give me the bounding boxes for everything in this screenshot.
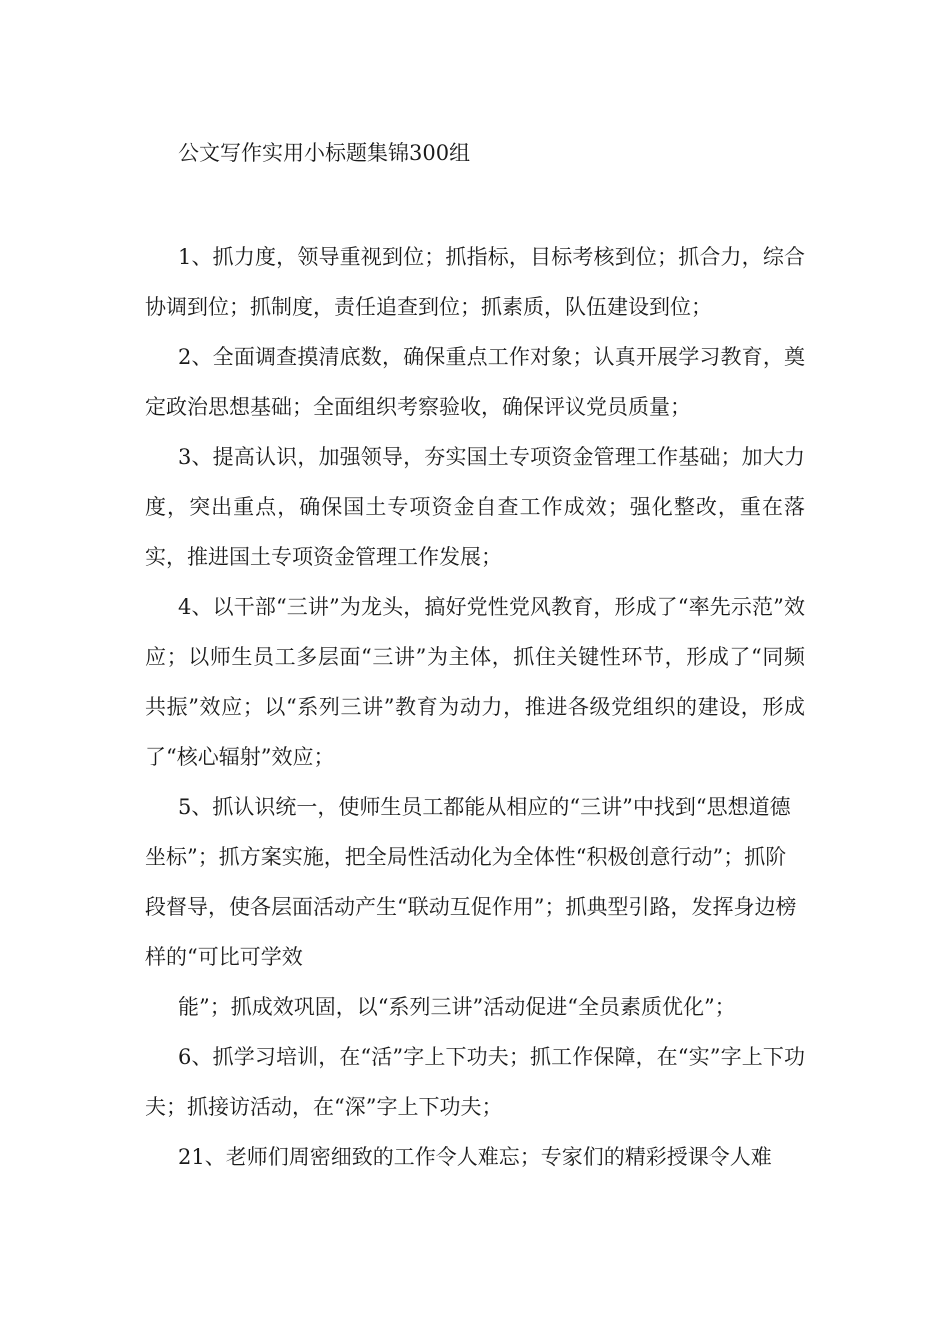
paragraph-6: 6、抓学习培训，在“活”字上下功夫；抓工作保障，在“实”字上下功夫；抓接访活动，在“深”字上下功夫； — [145, 1045, 805, 1119]
document-body — [145, 232, 805, 1182]
paragraph-21: 21、老师们周密细致的工作令人难忘；专家们的精彩授课令人难 — [178, 1145, 772, 1169]
paragraph-4: 4、以干部“三讲”为龙头，搞好党性党风教育，形成了“率先示范”效应；以师生员工多层面“三讲”为主体，抓住关键性环节，形成了“同频共振”效应；以“系列三讲”教育为动力，推进各级党组织的建设，形成了“核心辐射”效应； — [145, 595, 805, 769]
paragraph-3: 3、提高认识，加强领导，夯实国土专项资金管理工作基础；加大力度，突出重点，确保国土专项资金自查工作成效；强化整改，重在落实，推进国土专项资金管理工作发展； — [145, 445, 805, 569]
paragraph-2: 2、全面调查摸清底数，确保重点工作对象；认真开展学习教育，奠定政治思想基础；全面组织考察验收，确保评议党员质量； — [145, 345, 805, 419]
paragraph-1: 1、抓力度，领导重视到位；抓指标，目标考核到位；抓合力，综合协调到位；抓制度，责任追查到位；抓素质，队伍建设到位； — [145, 245, 805, 319]
paragraph-5-continued: 能”；抓成效巩固，以“系列三讲”活动促进“全员素质优化”； — [178, 995, 736, 1019]
paragraph-5: 5、抓认识统一，使师生员工都能从相应的“三讲”中找到“思想道德坐标”；抓方案实施，把全局性活动化为全体性“积极创意行动”；抓阶段督导，使各层面活动产生“联动互促作用”；抓典型引路，发挥身边榜样的“可比可学效 — [145, 795, 797, 969]
document-title: 公文写作实用小标题集锦300组 — [178, 141, 471, 165]
